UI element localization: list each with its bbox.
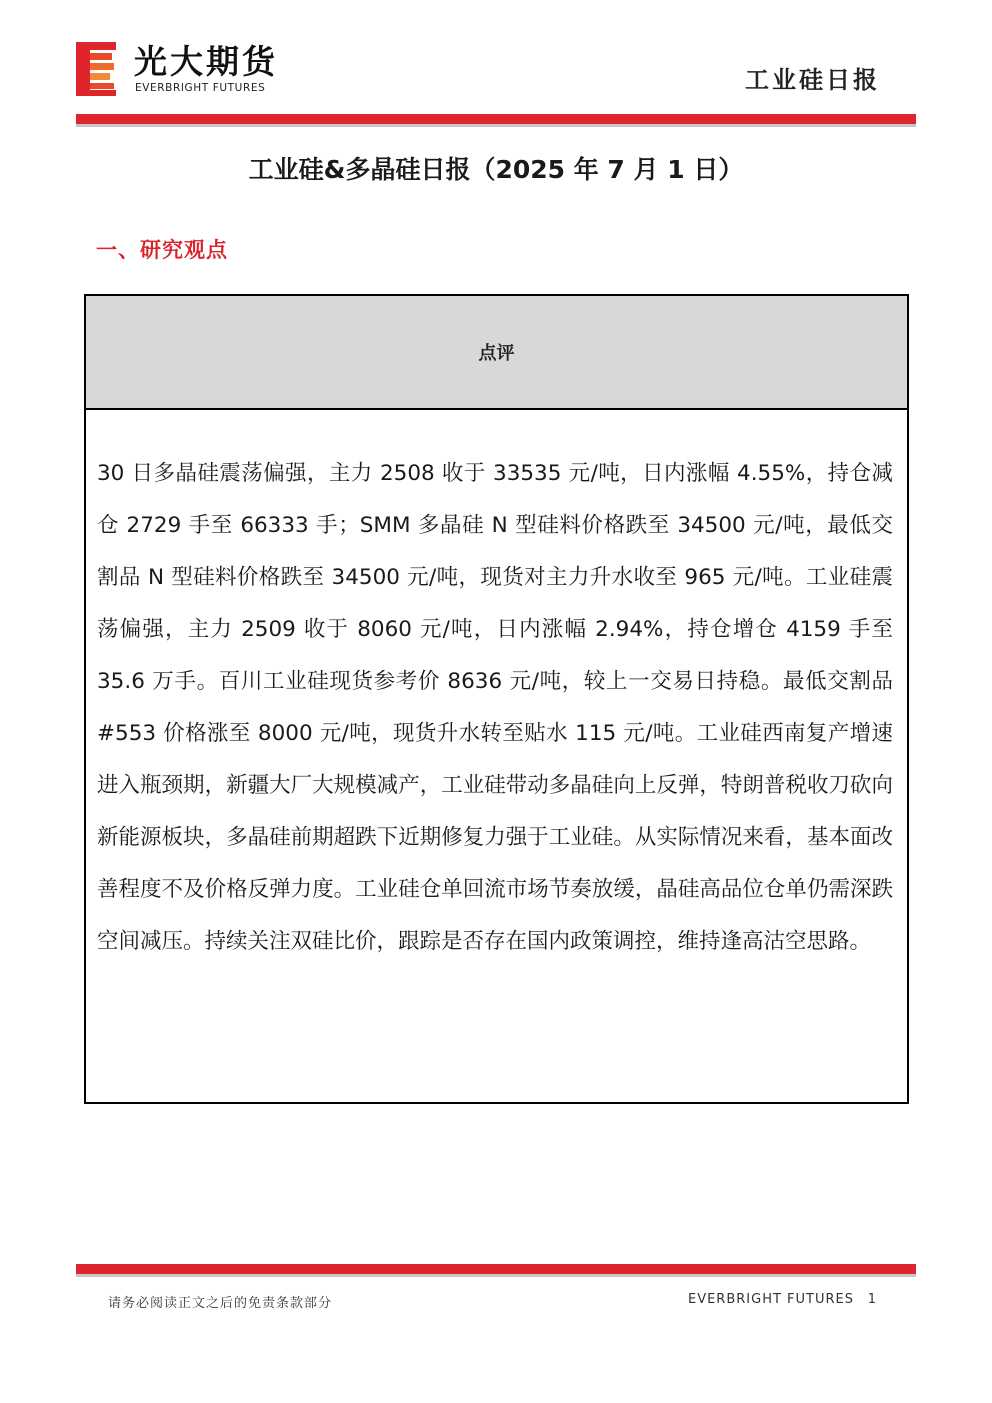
commentary-header-label: 点评: [478, 343, 515, 364]
footer-brand: EVERBRIGHT FUTURES: [687, 1292, 854, 1307]
document-title: 工业硅&多晶硅日报（2025 年 7 月 1 日）: [248, 155, 744, 184]
company-logo: [76, 42, 306, 98]
commentary-text: 30 日多晶硅震荡偏强，主力 2508 收于 33535 元/吨，日内涨幅 4.55%，持仓减仓 2729 手至 66333 手；SMM 多晶硅 N 型硅料价格跌至 34500 元/吨，最低交割品 N 型硅料价格跌至 34500 元/吨，现货对主力升水收至 965 元/吨。工业硅震荡偏强，主力 2509 收于 8060 元/吨，日内涨幅 2.94%，持仓增仓 4159 手至 35.6 万手。百川工业硅现货参考价 8636 元/吨，较上一交易日持稳。最低交割品#553 价格涨至 8000 元/吨，现货升水转至贴水 115 元/吨。工业硅西南复产增速进入瓶颈期，新疆大厂大规模减产，工业硅带动多晶硅向上反弹，特朗普税收刀砍向新能源板块，多晶硅前期超跌下近期修复力强于工业硅。从实际情况来看，基本面改善程度不及价格反弹力度。工业硅仓单回流市场节奏放缓，晶硅高品位仓单仍需深跌空间减压。持续关注双硅比价，跟踪是否存在国内政策调控，维持逢高沽空思路。: [97, 461, 893, 954]
commentary-box: [84, 294, 909, 1104]
section-heading: 一、研究观点: [96, 238, 228, 262]
everbright-logo-icon: [76, 42, 116, 96]
footer-divider: [76, 1264, 916, 1274]
footer-disclaimer: 请务必阅读正文之后的免责条款部分: [108, 1296, 333, 1311]
page-number: 1: [867, 1292, 876, 1307]
header-divider: [76, 114, 916, 124]
logo-name-en: EVERBRIGHT FUTURES: [135, 82, 266, 94]
report-type-title: 工业硅日报: [745, 66, 880, 94]
header-divider-shadow: [76, 124, 916, 127]
footer-divider-shadow: [76, 1274, 916, 1277]
logo-name-cn: 光大期货: [134, 42, 278, 81]
commentary-box-header: [86, 296, 907, 410]
